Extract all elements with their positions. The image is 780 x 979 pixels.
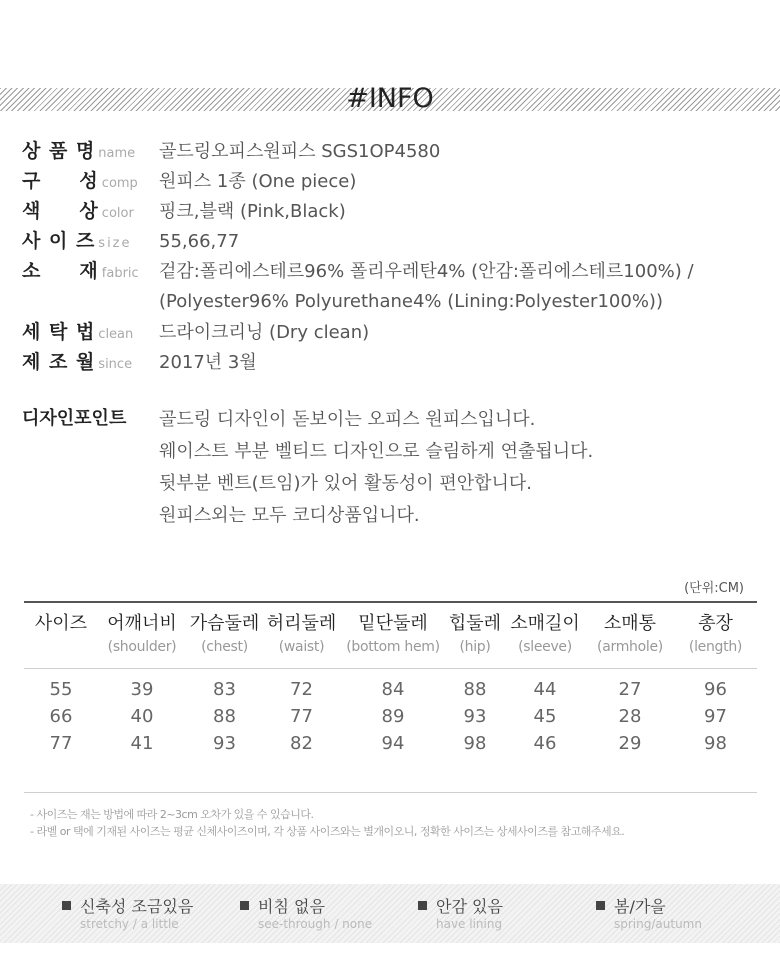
size-table-body [24, 669, 757, 793]
size-table-header [24, 603, 757, 669]
feature-label: 봄/가을 [614, 897, 666, 916]
table-cell: 66 [49, 706, 73, 727]
feature-label: 비침 없음 [258, 897, 325, 916]
table-cell: 40 [130, 706, 154, 727]
header-ko: 허리둘레 [266, 613, 337, 634]
spec-key [22, 196, 159, 223]
spec-key [22, 226, 159, 253]
spec-key-ko: 소 재 [22, 260, 99, 282]
design-point-line: 골드링 디자인이 돋보이는 오피스 원피스입니다. [159, 409, 536, 430]
table-cell: 72 [290, 679, 313, 700]
feature-sub: see-through / none [258, 917, 373, 931]
table-cell: 93 [463, 706, 487, 727]
table-cell: 96 [704, 679, 727, 700]
design-point-lines [159, 404, 593, 532]
spec-key-en: name [98, 146, 136, 161]
spec-key-en: size [98, 236, 132, 251]
spec-key-en: clean [98, 327, 134, 342]
note-line: - 사이즈는 재는 방법에 따라 2~3cm 오차가 있을 수 있습니다. [30, 808, 314, 821]
header-cell [98, 612, 186, 668]
table-cell: 44 [533, 679, 557, 700]
spec-value: 55,66,77 [159, 231, 240, 252]
header-ko: 어깨너비 [107, 613, 177, 634]
spec-row-color [22, 196, 762, 226]
header-cell [186, 612, 263, 668]
spec-value: 골드링오피스원피스 SGS1OP4580 [159, 141, 441, 162]
header-en: (waist) [278, 639, 325, 655]
spec-key [22, 317, 159, 344]
table-row [24, 676, 757, 703]
header-cell [446, 612, 504, 668]
spec-key [22, 136, 159, 163]
header-ko: 총장 [698, 613, 733, 634]
spec-key-ko: 구 성 [22, 170, 99, 192]
design-point [22, 404, 762, 532]
table-row [24, 703, 757, 730]
header-ko: 힙둘레 [448, 613, 502, 634]
square-bullet-icon [62, 901, 71, 910]
square-bullet-icon [418, 901, 427, 910]
spec-row-size [22, 226, 762, 256]
table-cell: 88 [213, 706, 236, 727]
spec-value-line2: (Polyester96% Polyurethane4% (Lining:Polyester100%)) [159, 291, 663, 312]
spec-row-comp [22, 166, 762, 196]
header-en: (chest) [201, 639, 248, 655]
size-notes [30, 806, 624, 840]
spec-row-name [22, 136, 762, 166]
feature-sub: have lining [436, 917, 503, 931]
header-en: (hip) [459, 639, 491, 655]
square-bullet-icon [596, 901, 605, 910]
feature-stretch [62, 897, 193, 931]
design-point-line: 웨이스트 부분 벨티드 디자인으로 슬림하게 연출됩니다. [159, 441, 594, 462]
table-cell: 27 [618, 679, 642, 700]
table-cell: 83 [213, 679, 236, 700]
header-cell [263, 612, 340, 668]
header-en: (sleeve) [518, 639, 572, 655]
table-cell: 39 [130, 679, 154, 700]
header-cell [340, 612, 446, 668]
header-ko: 사이즈 [34, 613, 88, 634]
table-cell: 98 [463, 733, 487, 754]
header-cell [674, 612, 757, 668]
feature-seethrough [240, 897, 372, 931]
spec-value: 핑크,블랙 (Pink,Black) [159, 201, 346, 222]
spec-key-ko: 색 상 [22, 200, 99, 222]
spec-key-en: comp [101, 176, 138, 191]
table-cell: 55 [49, 679, 73, 700]
product-spec-list [22, 136, 762, 377]
feature-lining [418, 897, 503, 931]
design-point-line: 원피스외는 모두 코디상품입니다. [159, 505, 420, 526]
header-ko: 소매통 [603, 613, 657, 634]
table-cell: 84 [381, 679, 405, 700]
spec-row-since [22, 347, 762, 377]
header-en: (bottom hem) [346, 639, 440, 655]
table-cell: 29 [618, 733, 642, 754]
table-cell: 46 [533, 733, 557, 754]
square-bullet-icon [240, 901, 249, 910]
spec-key-en: color [101, 206, 134, 221]
spec-key-ko: 세 탁 법 [22, 321, 96, 343]
table-cell: 93 [213, 733, 236, 754]
spec-key-ko: 제 조 월 [22, 351, 96, 373]
table-cell: 45 [533, 706, 557, 727]
size-table [24, 601, 757, 793]
table-row [24, 730, 757, 757]
info-title: #INFO [340, 84, 440, 114]
header-ko: 가슴둘레 [189, 613, 260, 634]
table-cell: 98 [704, 733, 727, 754]
feature-sub: stretchy / a little [80, 917, 179, 931]
table-cell: 77 [49, 733, 73, 754]
table-cell: 28 [618, 706, 642, 727]
table-cell: 41 [130, 733, 154, 754]
spec-key [22, 166, 159, 193]
table-cell: 77 [290, 706, 313, 727]
feature-sub: spring/autumn [614, 917, 702, 931]
header-cell [24, 612, 98, 668]
header-ko: 소매길이 [510, 613, 580, 634]
info-title-wrap [0, 84, 780, 114]
header-en: (length) [688, 639, 743, 655]
header-en: (armhole) [597, 639, 663, 655]
table-cell: 82 [290, 733, 313, 754]
feature-label: 신축성 조금있음 [80, 897, 194, 916]
table-cell: 89 [381, 706, 405, 727]
header-ko: 밑단둘레 [358, 613, 428, 634]
table-cell: 94 [381, 733, 405, 754]
spec-value: 원피스 1종 (One piece) [159, 171, 357, 192]
design-point-label: 디자인포인트 [22, 408, 127, 429]
header-cell [586, 612, 674, 668]
spec-key-ko: 사 이 즈 [22, 230, 96, 252]
feature-label: 안감 있음 [436, 897, 503, 916]
spec-value: 2017년 3월 [159, 352, 257, 373]
spec-row-clean [22, 317, 762, 347]
header-cell [504, 612, 586, 668]
spec-key-en: fabric [101, 266, 139, 281]
design-point-line: 뒷부분 벤트(트임)가 있어 활동성이 편안합니다. [159, 473, 533, 494]
table-cell: 88 [463, 679, 487, 700]
note-line: - 라벨 or 택에 기재된 사이즈는 평균 신체사이즈이며, 각 상품 사이즈와는 별개이오니, 정확한 사이즈는 상세사이즈를 참고해주세요. [30, 825, 625, 838]
header-en: (shoulder) [107, 639, 177, 655]
spec-row-fabric [22, 256, 762, 317]
spec-key-en: since [98, 357, 133, 372]
spec-key [22, 347, 159, 374]
spec-key [22, 256, 159, 283]
unit-label: (단위:CM) [684, 581, 744, 596]
feature-season [596, 897, 702, 931]
spec-value: 겉감:폴리에스테르96% 폴리우레탄4% (안감:폴리에스테르100%) / [159, 261, 694, 282]
table-cell: 97 [704, 706, 727, 727]
spec-key-ko: 상 품 명 [22, 140, 96, 162]
spec-value: 드라이크리닝 (Dry clean) [159, 322, 370, 343]
